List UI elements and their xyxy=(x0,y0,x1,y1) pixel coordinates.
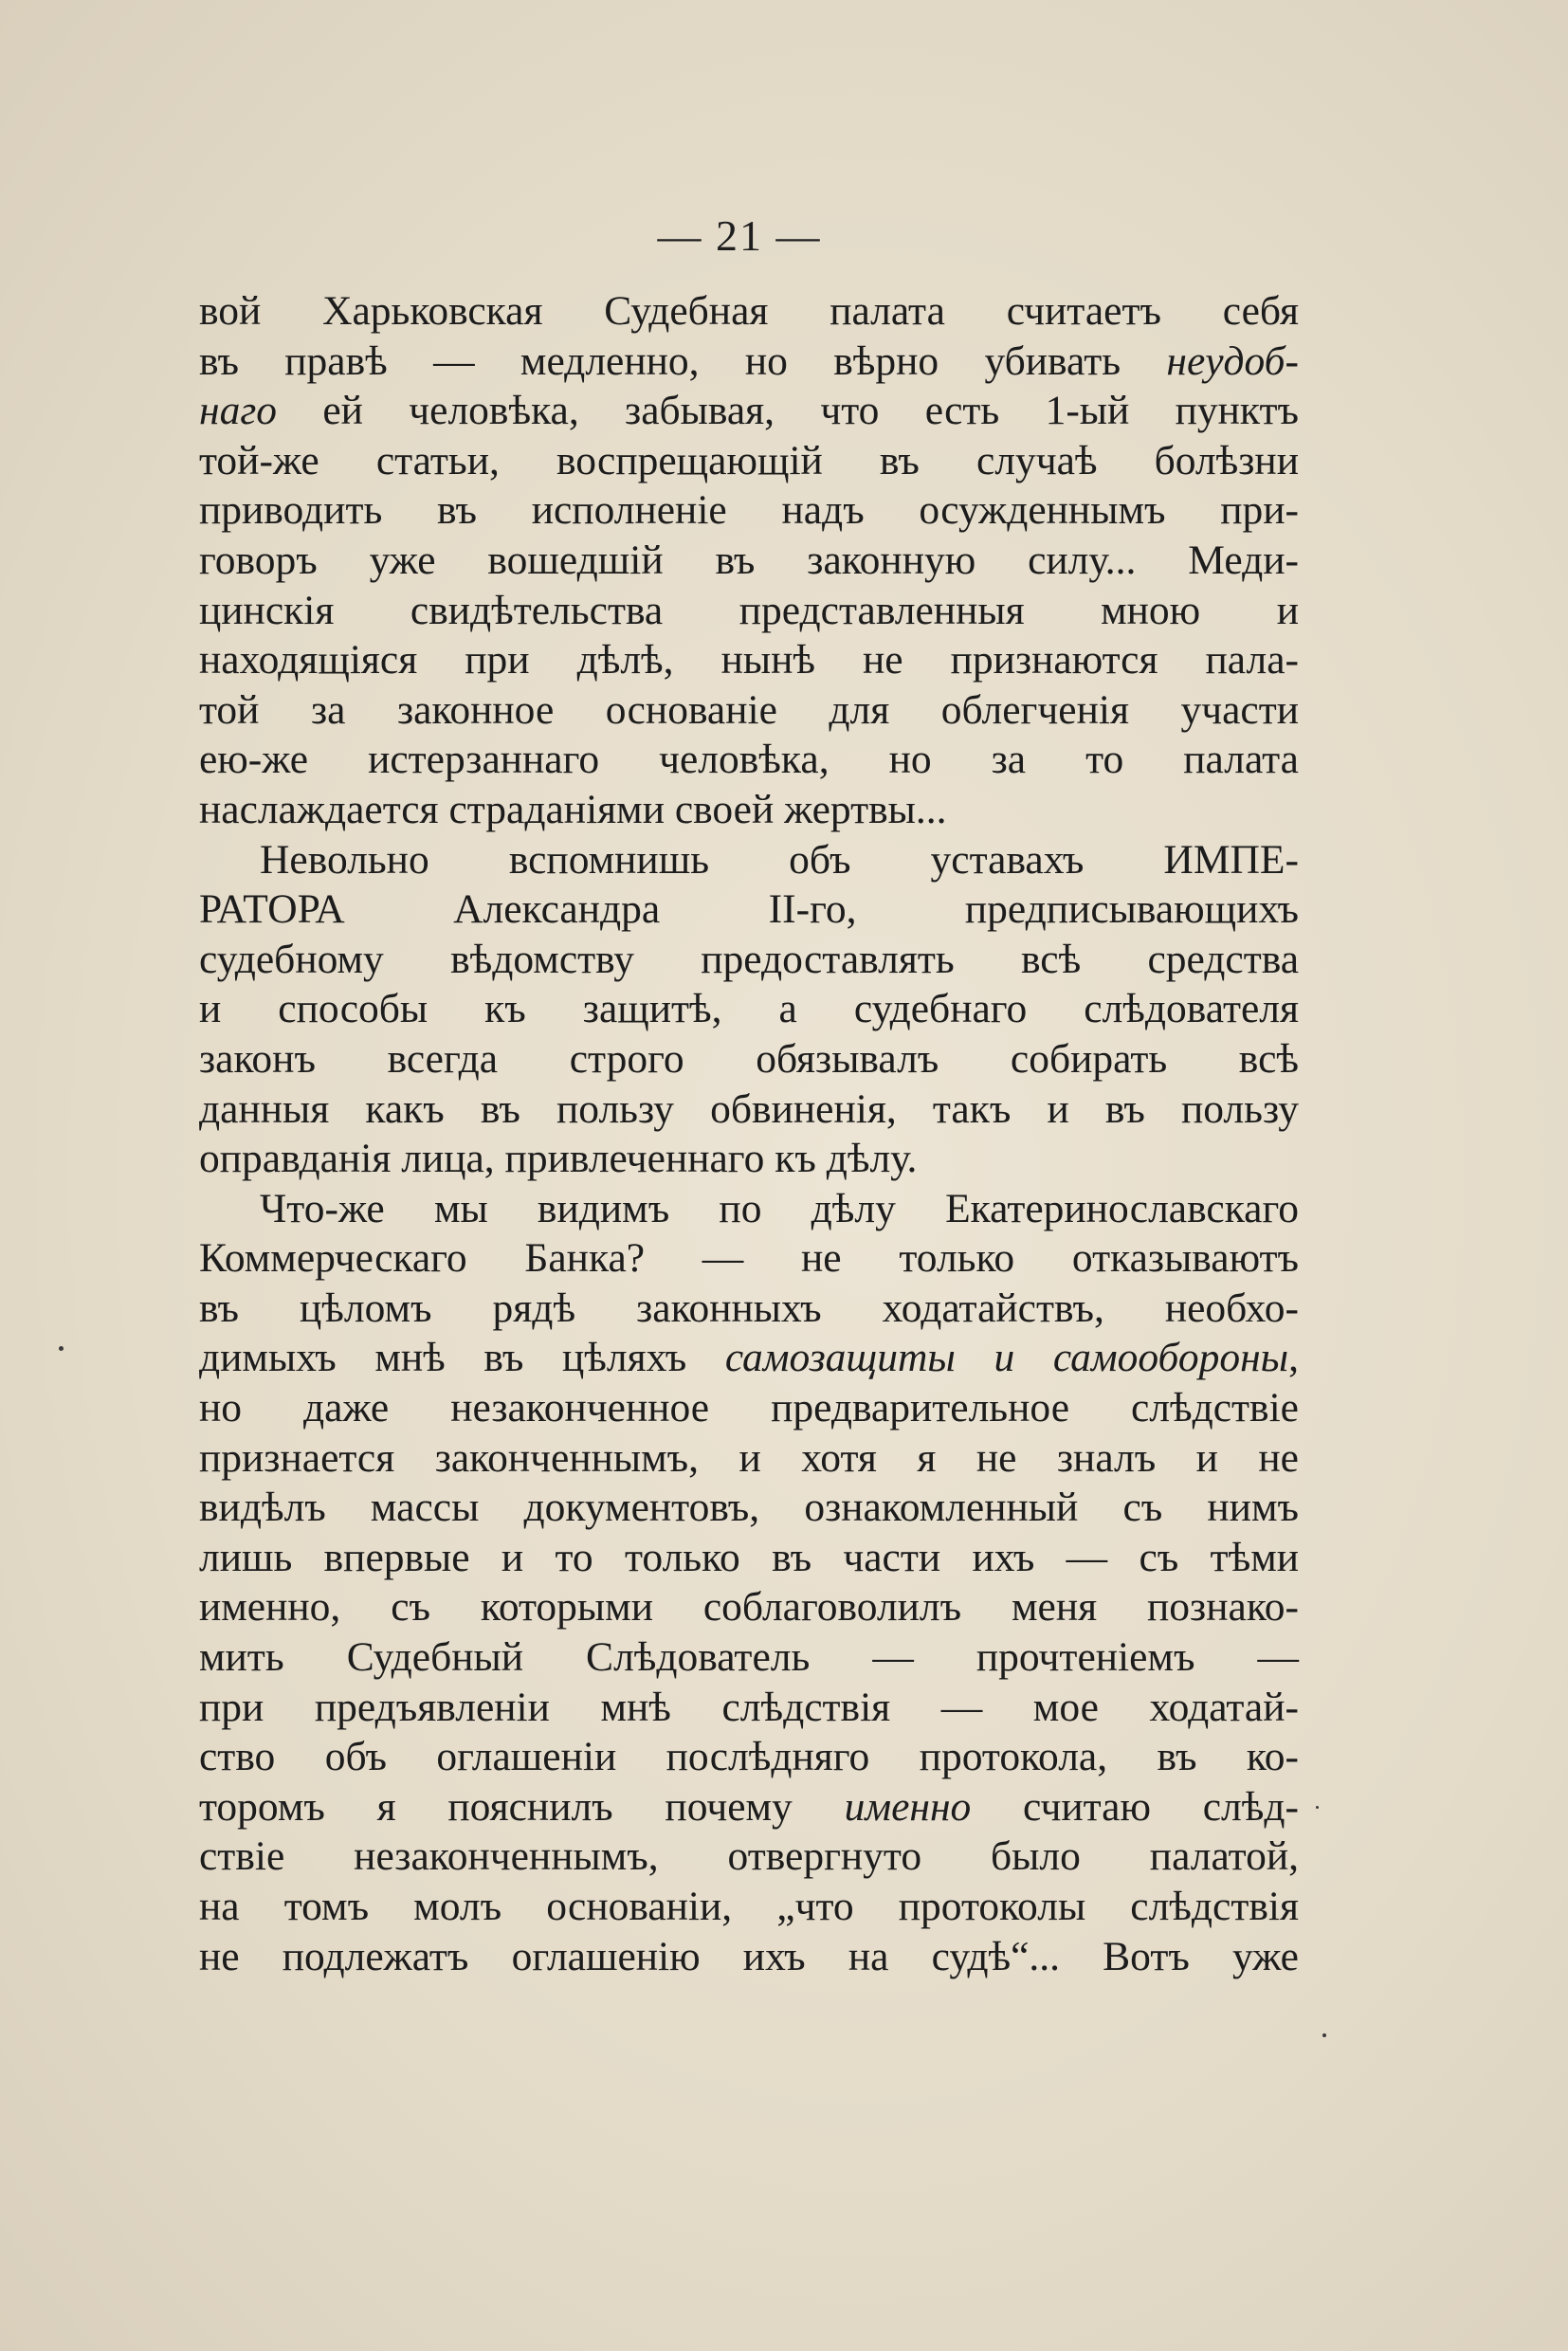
text-line xyxy=(199,386,1299,436)
text-line xyxy=(199,884,1299,935)
text-run: оправданія лица, привлеченнаго къ дѣлу. xyxy=(199,1136,918,1182)
text-run: не подлежатъ оглашенію ихъ на судѣ“... Вотъ уже xyxy=(199,1933,1299,1979)
text-run: въ правѣ — медленно, но вѣрно убивать xyxy=(199,337,1167,384)
text-run: говоръ уже вошедшій въ законную силу... Меди- xyxy=(199,537,1299,583)
text-line xyxy=(199,685,1299,736)
text-run: на томъ молъ основаніи, „что протоколы слѣдствія xyxy=(199,1884,1299,1929)
text-line xyxy=(199,1632,1299,1683)
text-line xyxy=(199,1233,1299,1284)
text-line xyxy=(199,1383,1299,1433)
text-run: , xyxy=(1288,1335,1299,1381)
text-run: и способы къ защитѣ, а судебнаго слѣдователя xyxy=(199,986,1299,1032)
ink-speck xyxy=(1322,2033,1326,2037)
text-run: Невольно вспомнишь объ уставахъ ИМПЕ- xyxy=(260,836,1299,883)
text-line xyxy=(199,536,1299,586)
text-run: приводить въ исполненіе надъ осужденнымъ при- xyxy=(199,487,1299,534)
text-run: данныя какъ въ пользу обвиненія, такъ и въ пользу xyxy=(199,1085,1299,1132)
text-run: ствіе незаконченнымъ, отвергнуто было палатой, xyxy=(199,1833,1299,1880)
text-run: димыхъ мнѣ въ цѣляхъ xyxy=(199,1335,725,1381)
text-line xyxy=(199,1683,1299,1733)
text-line xyxy=(199,286,1299,337)
text-run: мить Судебный Слѣдователь — прочтеніемъ — xyxy=(199,1634,1299,1681)
text-line xyxy=(199,1184,1299,1234)
text-line xyxy=(199,1084,1299,1135)
text-run: наслаждается страданіями своей жертвы... xyxy=(199,786,947,832)
text-run: при предъявленіи мнѣ слѣдствія — мое ходатай- xyxy=(199,1684,1299,1730)
text-run: цинскія свидѣтельства представленныя мною и xyxy=(199,587,1299,633)
text-run: лишь впервые и то только въ части ихъ — съ тѣми xyxy=(199,1534,1299,1580)
italic-text: именно xyxy=(844,1783,972,1830)
text-line xyxy=(199,1582,1299,1632)
text-line xyxy=(199,1333,1299,1383)
page-number: — 21 — xyxy=(657,211,822,260)
italic-text: наго xyxy=(199,388,278,434)
text-run: той за законное основаніе для облегченія участи xyxy=(199,686,1299,733)
text-run: РАТОРА Александра II-го, предписывающихъ xyxy=(199,886,1299,933)
text-line xyxy=(199,1284,1299,1334)
text-run: считаю слѣд- xyxy=(971,1783,1299,1830)
text-line xyxy=(199,984,1299,1034)
text-line xyxy=(199,1134,1299,1184)
italic-text: самозащиты и самообороны xyxy=(724,1335,1289,1381)
text-run: ство объ оглашеніи послѣдняго протокола, въ ко- xyxy=(199,1734,1299,1780)
text-run: въ цѣломъ рядѣ законныхъ ходатайствъ, необхо- xyxy=(199,1285,1299,1331)
text-run: находящіяся при дѣлѣ, нынѣ не признаются пала- xyxy=(199,637,1299,683)
text-line xyxy=(199,436,1299,486)
text-run: Коммерческаго Банка? — не только отказываютъ xyxy=(199,1235,1299,1282)
text-line xyxy=(199,1533,1299,1583)
text-run: вой Харьковская Судебная палата считаетъ себя xyxy=(199,288,1299,334)
ink-speck xyxy=(1316,1806,1319,1809)
text-run: видѣлъ массы документовъ, ознакомленный съ нимъ xyxy=(199,1485,1299,1531)
text-line xyxy=(199,485,1299,536)
text-line xyxy=(199,1483,1299,1533)
text-run: той-же статьи, воспрещающій въ случаѣ болѣзни xyxy=(199,437,1299,483)
text-line xyxy=(199,1832,1299,1882)
body-text xyxy=(199,286,1299,1981)
text-line xyxy=(199,1732,1299,1782)
text-run: ею-же истерзаннаго человѣка, но за то палата xyxy=(199,737,1299,783)
text-line xyxy=(199,935,1299,985)
text-run: признается законченнымъ, и хотя я не зналъ и не xyxy=(199,1434,1299,1481)
text-line xyxy=(199,1433,1299,1484)
text-line xyxy=(199,337,1299,387)
text-line xyxy=(199,586,1299,636)
text-run: именно, съ которыми соблаговолилъ меня познако- xyxy=(199,1584,1299,1631)
text-line xyxy=(199,785,1299,835)
text-run: законъ всегда строго обязывалъ собирать всѣ xyxy=(199,1035,1299,1082)
text-line xyxy=(199,1782,1299,1832)
text-line xyxy=(199,1882,1299,1932)
text-line xyxy=(199,1034,1299,1084)
text-run: торомъ я пояснилъ почему xyxy=(199,1783,845,1830)
text-run: ей человѣка, забывая, что есть 1-ый пунктъ xyxy=(277,388,1299,434)
text-line xyxy=(199,735,1299,785)
text-run: судебному вѣдомству предоставлять всѣ средства xyxy=(199,936,1299,982)
ink-speck xyxy=(59,1346,64,1351)
text-line xyxy=(199,1932,1299,1982)
text-run: Что-же мы видимъ по дѣлу Екатеринославскаго xyxy=(260,1185,1299,1231)
text-line xyxy=(199,835,1299,885)
text-run: но даже незаконченное предварительное слѣдствіе xyxy=(199,1385,1299,1431)
text-line xyxy=(199,635,1299,685)
italic-text: неудоб- xyxy=(1166,337,1299,384)
